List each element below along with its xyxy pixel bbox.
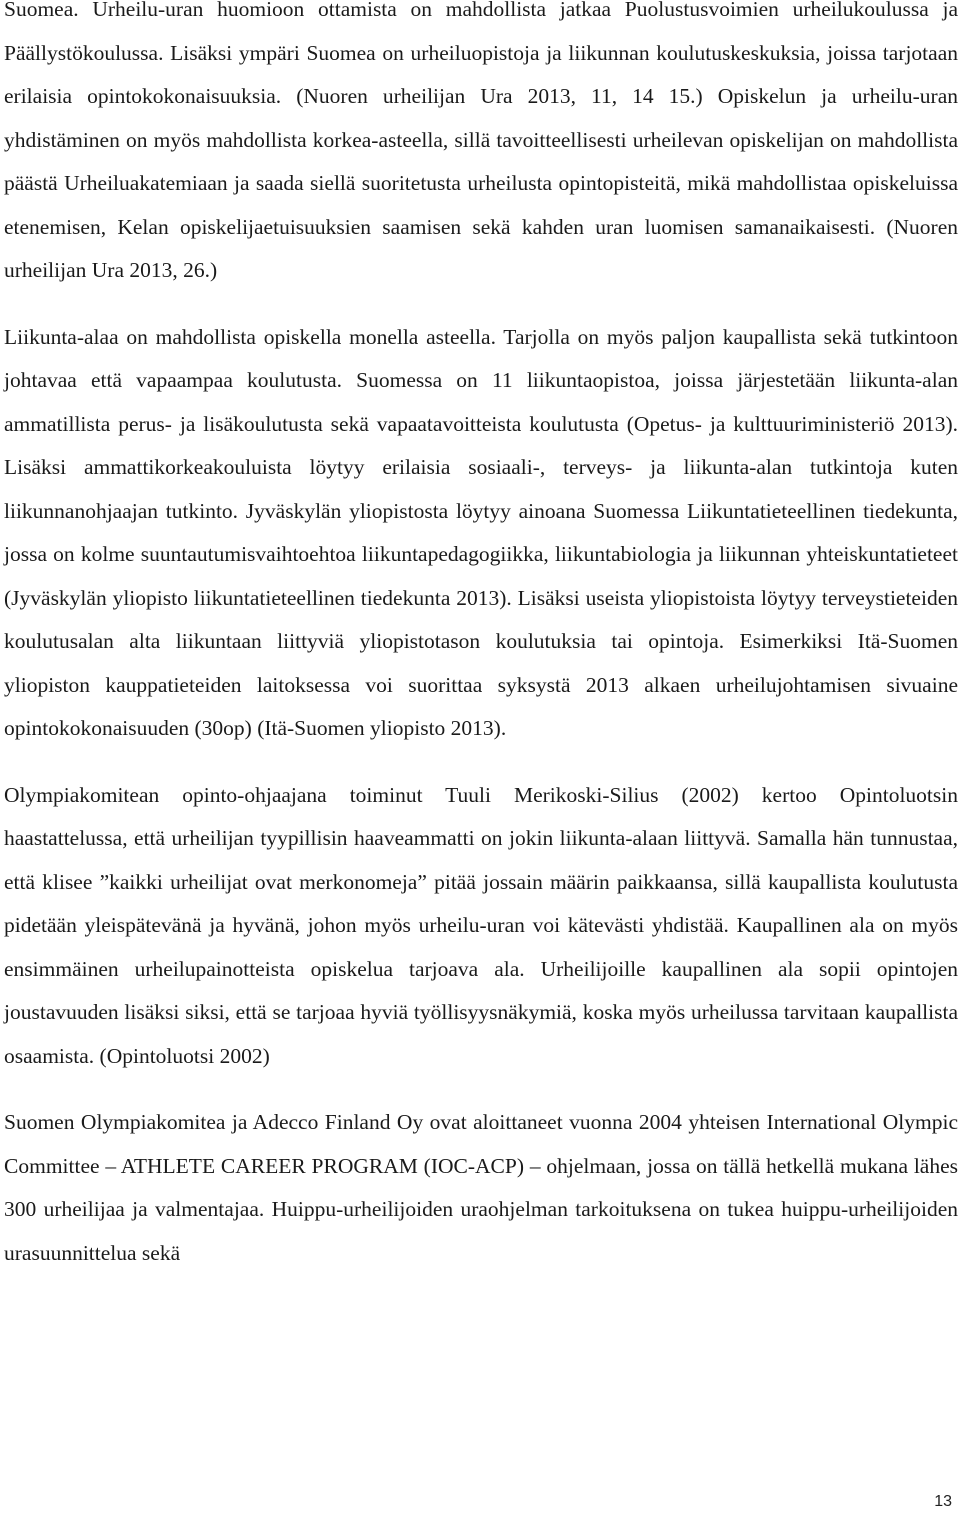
paragraph-urheilu-ura: Suomea. Urheilu-uran huomioon ottamista on mahdollista jatkaa Puolustusvoimien urheilukoulussa ja Päällystökoulussa. Lisäksi ympäri Suomea on urheiluopistoja ja liikunnan koulutuskeskuksia, joissa tarjotaan erilaisia opintokokonaisuuksia. (Nuoren urheilijan Ura 2013, 11, 14 15.) Opiskelun ja urheilu-uran yhdistäminen on myös mahdollista korkea-asteella, sillä tavoitteellisesti urheilevan opiskelijan on mahdollista päästä Urheiluakatemiaan ja saada siellä suoritetusta urheilusta opintopisteitä, mikä mahdollistaa opiskeluissa etenemisen, Kelan opiskelijaetuisuuksien saamisen sekä kahden uran luomisen samanaikaisesti. (Nuoren urheilijan Ura 2013, 26.) [4, 0, 958, 282]
paragraph-athlete-career-program: Suomen Olympiakomitea ja Adecco Finland Oy ovat aloittaneet vuonna 2004 yhteisen International Olympic Committee – ATHLETE CAREER PROGRAM (IOC-ACP) – ohjelmaan, jossa on tällä hetkellä mukana lähes 300 urheilijaa ja valmentajaa. Huippu-urheilijoiden uraohjelman tarkoituksena on tukea huippu-urheilijoiden urasuunnittelua sekä [4, 1110, 958, 1265]
document-page [4, 0, 958, 1275]
paragraph-liikunta-ala: Liikunta-alaa on mahdollista opiskella monella asteella. Tarjolla on myös paljon kaupallista sekä tutkintoon johtavaa että vapaampaa koulutusta. Suomessa on 11 liikuntaopistoa, joissa järjestetään liikunta-alan ammatillista perus- ja lisäkoulutusta sekä vapaatavoitteista koulutusta (Opetus- ja kulttuuriministeriö 2013). Lisäksi ammattikorkeakouluista löytyy erilaisia sosiaali-, terveys- ja liikunta-alan tutkintoja kuten liikunnanohjaajan tutkinto. Jyväskylän yliopistosta löytyy ainoana Suomessa Liikuntatieteellinen tiedekunta, jossa on kolme suuntautumisvaihtoehtoa liikuntapedagogiikka, liikuntabiologia ja liikunnan yhteiskuntatieteet (Jyväskylän yliopisto liikuntatieteellinen tiedekunta 2013). Lisäksi useista yliopistoista löytyy terveystieteiden koulutusalan alta liikuntaan liittyviä yliopistotason koulutuksia tai opintoja. Esimerkiksi Itä-Suomen yliopiston kauppatieteiden laitoksessa voi suorittaa syksystä 2013 alkaen urheilujohtamisen sivuaine opintokokonaisuuden (30op) (Itä-Suomen yliopisto 2013). [4, 324, 958, 740]
page-number: 13 [934, 1493, 952, 1510]
paragraph-olympiakomitea-opinto-ohjaaja: Olympiakomitean opinto-ohjaajana toiminut Tuuli Merikoski-Silius (2002) kertoo Opintoluotsin haastattelussa, että urheilijan tyypillisin haaveammatti on jokin liikunta-alaan liittyvä. Samalla hän tunnustaa, että klisee ”kaikki urheilijat ovat merkonomeja” pitää jossain määrin paikkaansa, sillä kaupallista koulutusta pidetään yleispätevänä ja hyvänä, johon myös urheilu-uran voi kätevästi yhdistää. Kaupallinen ala on myös ensimmäinen urheilupainotteista opiskelua tarjoava ala. Urheilijoille kaupallinen ala sopii opintojen joustavuuden lisäksi siksi, että se tarjoaa hyviä työllisyysnäkymiä, koska myös urheilussa tarvitaan kaupallista osaamista. (Opintoluotsi 2002) [4, 782, 958, 1068]
